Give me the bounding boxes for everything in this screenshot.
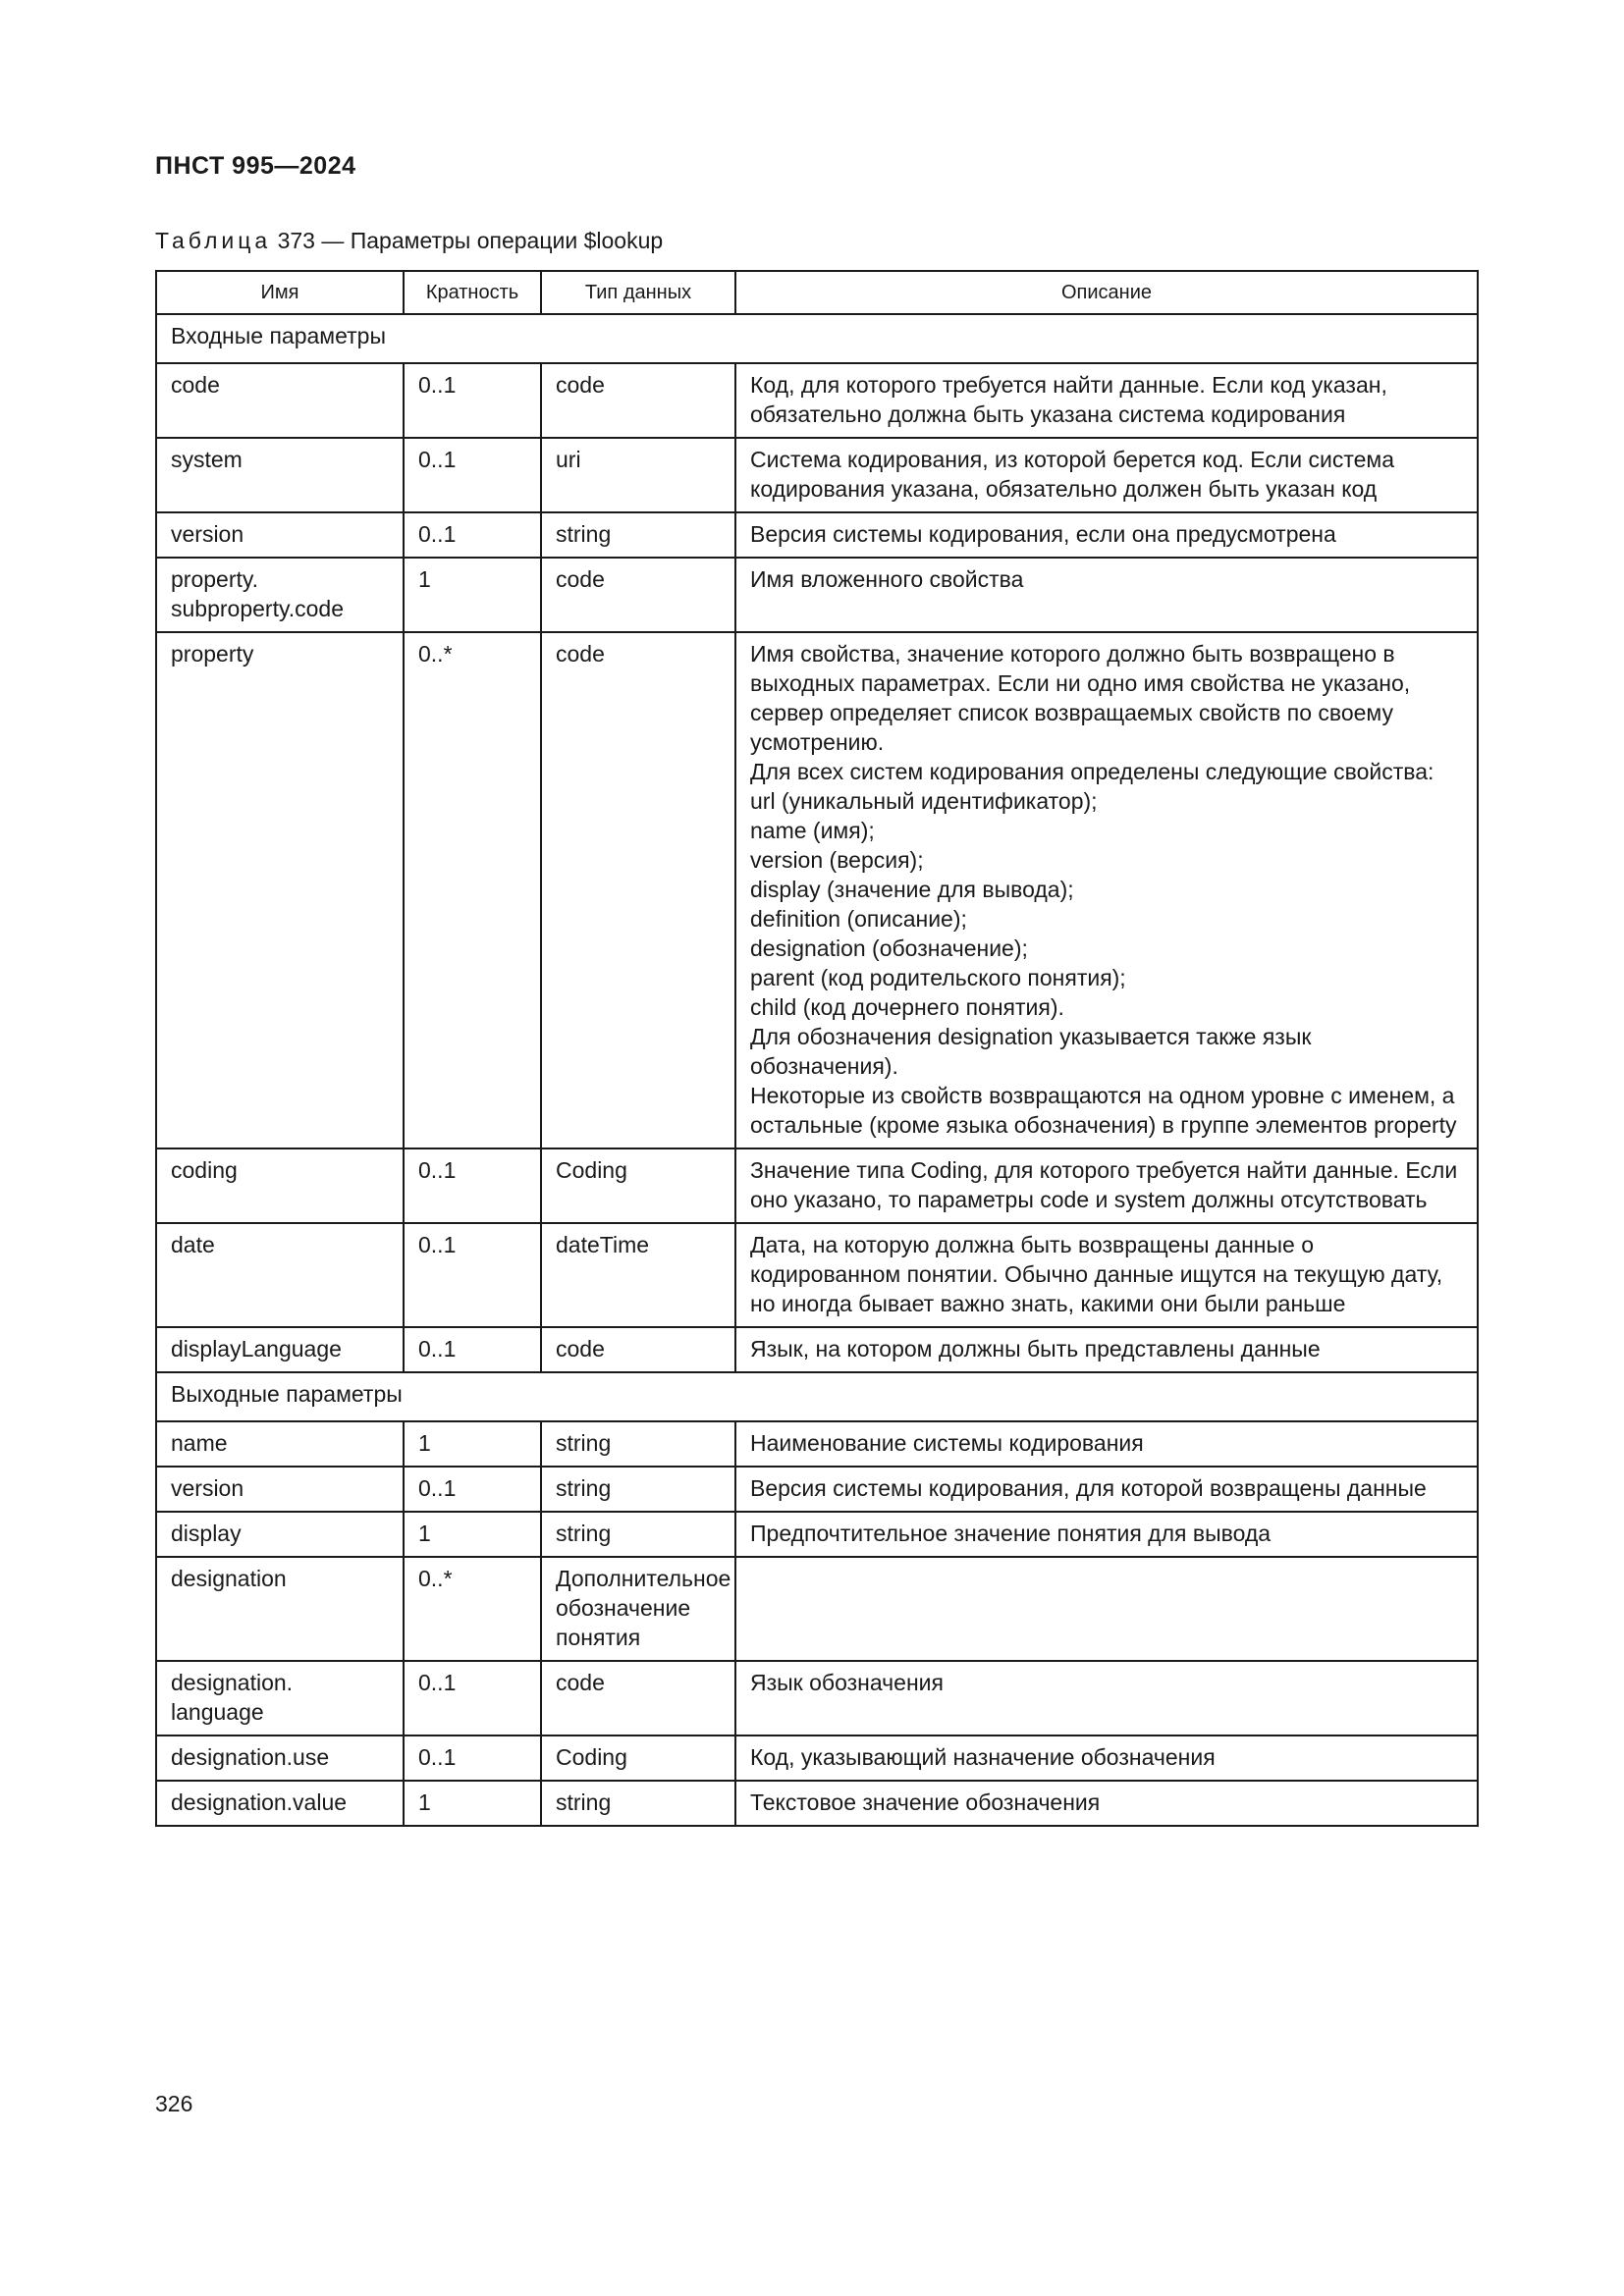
section-title: Входные параметры: [156, 314, 1478, 363]
section-row: [156, 314, 1478, 363]
cardinality-cell: 0..1: [404, 1148, 541, 1223]
document-id: ПНСТ 995—2024: [155, 152, 356, 180]
description-cell: Код, указывающий назначение обозначения: [735, 1735, 1478, 1781]
table-row: [156, 1421, 1478, 1467]
data-type-cell: string: [541, 1781, 735, 1826]
table-row: [156, 1327, 1478, 1372]
param-name-cell: property. subproperty.code: [156, 558, 404, 632]
data-type-cell: Coding: [541, 1148, 735, 1223]
table-row: [156, 632, 1478, 1148]
data-type-cell: code: [541, 1327, 735, 1372]
param-name-cell: displayLanguage: [156, 1327, 404, 1372]
param-name-cell: version: [156, 512, 404, 558]
param-name-cell: designation: [156, 1557, 404, 1661]
description-cell: [735, 1557, 1478, 1661]
param-name-cell: date: [156, 1223, 404, 1327]
table-caption-title: 373 — Параметры операции $lookup: [271, 228, 664, 253]
cardinality-cell: 0..*: [404, 632, 541, 1148]
cardinality-cell: 0..1: [404, 1661, 541, 1735]
table-row: [156, 363, 1478, 438]
data-type-cell: Coding: [541, 1735, 735, 1781]
table-row: [156, 1467, 1478, 1512]
parameters-table: [155, 270, 1479, 1827]
table-row: [156, 1512, 1478, 1557]
cardinality-cell: 0..1: [404, 1223, 541, 1327]
data-type-cell: string: [541, 1421, 735, 1467]
cardinality-cell: 1: [404, 558, 541, 632]
table-caption-label: Таблица: [155, 228, 272, 253]
description-cell: Имя свойства, значение которого должно быть возвращено в выходных параметрах. Если ни одно имя свойства не указано, сервер определяет список возвращаемых свойств по своему усмотрению. Для всех систем кодирования определены следующие свойства: url (уникальный идентификатор); name (имя); version (версия); display (значение для вывода); definition (описание); designation (обозначение); parent (код родительского понятия); child (код дочернего понятия). Для обозначения designation указывается также язык обозначения). Некоторые из свойств возвращаются на одном уровне с именем, а остальные (кроме языка обозначения) в группе элементов property: [735, 632, 1478, 1148]
cardinality-cell: 0..1: [404, 1735, 541, 1781]
table-body: [156, 314, 1478, 1826]
table-caption: [155, 228, 663, 254]
table-row: [156, 1557, 1478, 1661]
data-type-cell: code: [541, 632, 735, 1148]
column-header-data-type: Тип данных: [541, 271, 735, 314]
description-cell: Код, для которого требуется найти данные. Если код указан, обязательно должна быть указана система кодирования: [735, 363, 1478, 438]
param-name-cell: designation.value: [156, 1781, 404, 1826]
data-type-cell: code: [541, 558, 735, 632]
description-cell: Имя вложенного свойства: [735, 558, 1478, 632]
data-type-cell: uri: [541, 438, 735, 512]
page-number: 326: [155, 2091, 193, 2116]
description-cell: Дата, на которую должна быть возвращены данные о кодированном понятии. Обычно данные ищутся на текущую дату, но иногда бывает важно знать, какими они были раньше: [735, 1223, 1478, 1327]
description-cell: Версия системы кодирования, если она предусмотрена: [735, 512, 1478, 558]
param-name-cell: property: [156, 632, 404, 1148]
data-type-cell: dateTime: [541, 1223, 735, 1327]
column-header-description: Описание: [735, 271, 1478, 314]
table-row: [156, 1661, 1478, 1735]
column-header-cardinality: Кратность: [404, 271, 541, 314]
param-name-cell: designation.use: [156, 1735, 404, 1781]
data-type-cell: code: [541, 1661, 735, 1735]
cardinality-cell: 1: [404, 1781, 541, 1826]
section-row: [156, 1372, 1478, 1421]
data-type-cell: string: [541, 1512, 735, 1557]
param-name-cell: display: [156, 1512, 404, 1557]
table-row: [156, 438, 1478, 512]
data-type-cell: string: [541, 1467, 735, 1512]
table-row: [156, 558, 1478, 632]
column-header-name: Имя: [156, 271, 404, 314]
param-name-cell: coding: [156, 1148, 404, 1223]
table-row: [156, 512, 1478, 558]
cardinality-cell: 0..1: [404, 1327, 541, 1372]
section-title: Выходные параметры: [156, 1372, 1478, 1421]
description-cell: Язык обозначения: [735, 1661, 1478, 1735]
table-row: [156, 1735, 1478, 1781]
cardinality-cell: 0..1: [404, 1467, 541, 1512]
cardinality-cell: 1: [404, 1421, 541, 1467]
description-cell: Язык, на котором должны быть представлены данные: [735, 1327, 1478, 1372]
description-cell: Значение типа Coding, для которого требуется найти данные. Если оно указано, то параметры code и system должны отсутствовать: [735, 1148, 1478, 1223]
table-row: [156, 1781, 1478, 1826]
cardinality-cell: 0..1: [404, 512, 541, 558]
param-name-cell: code: [156, 363, 404, 438]
param-name-cell: version: [156, 1467, 404, 1512]
param-name-cell: system: [156, 438, 404, 512]
description-cell: Наименование системы кодирования: [735, 1421, 1478, 1467]
description-cell: Текстовое значение обозначения: [735, 1781, 1478, 1826]
param-name-cell: name: [156, 1421, 404, 1467]
description-cell: Версия системы кодирования, для которой возвращены данные: [735, 1467, 1478, 1512]
cardinality-cell: 0..*: [404, 1557, 541, 1661]
data-type-cell: Дополнительное обозначение понятия: [541, 1557, 735, 1661]
cardinality-cell: 1: [404, 1512, 541, 1557]
data-type-cell: string: [541, 512, 735, 558]
cardinality-cell: 0..1: [404, 438, 541, 512]
data-type-cell: code: [541, 363, 735, 438]
param-name-cell: designation. language: [156, 1661, 404, 1735]
description-cell: Система кодирования, из которой берется код. Если система кодирования указана, обязательно должен быть указан код: [735, 438, 1478, 512]
table-row: [156, 1223, 1478, 1327]
cardinality-cell: 0..1: [404, 363, 541, 438]
table-row: [156, 1148, 1478, 1223]
description-cell: Предпочтительное значение понятия для вывода: [735, 1512, 1478, 1557]
table-header-row: [156, 271, 1478, 314]
